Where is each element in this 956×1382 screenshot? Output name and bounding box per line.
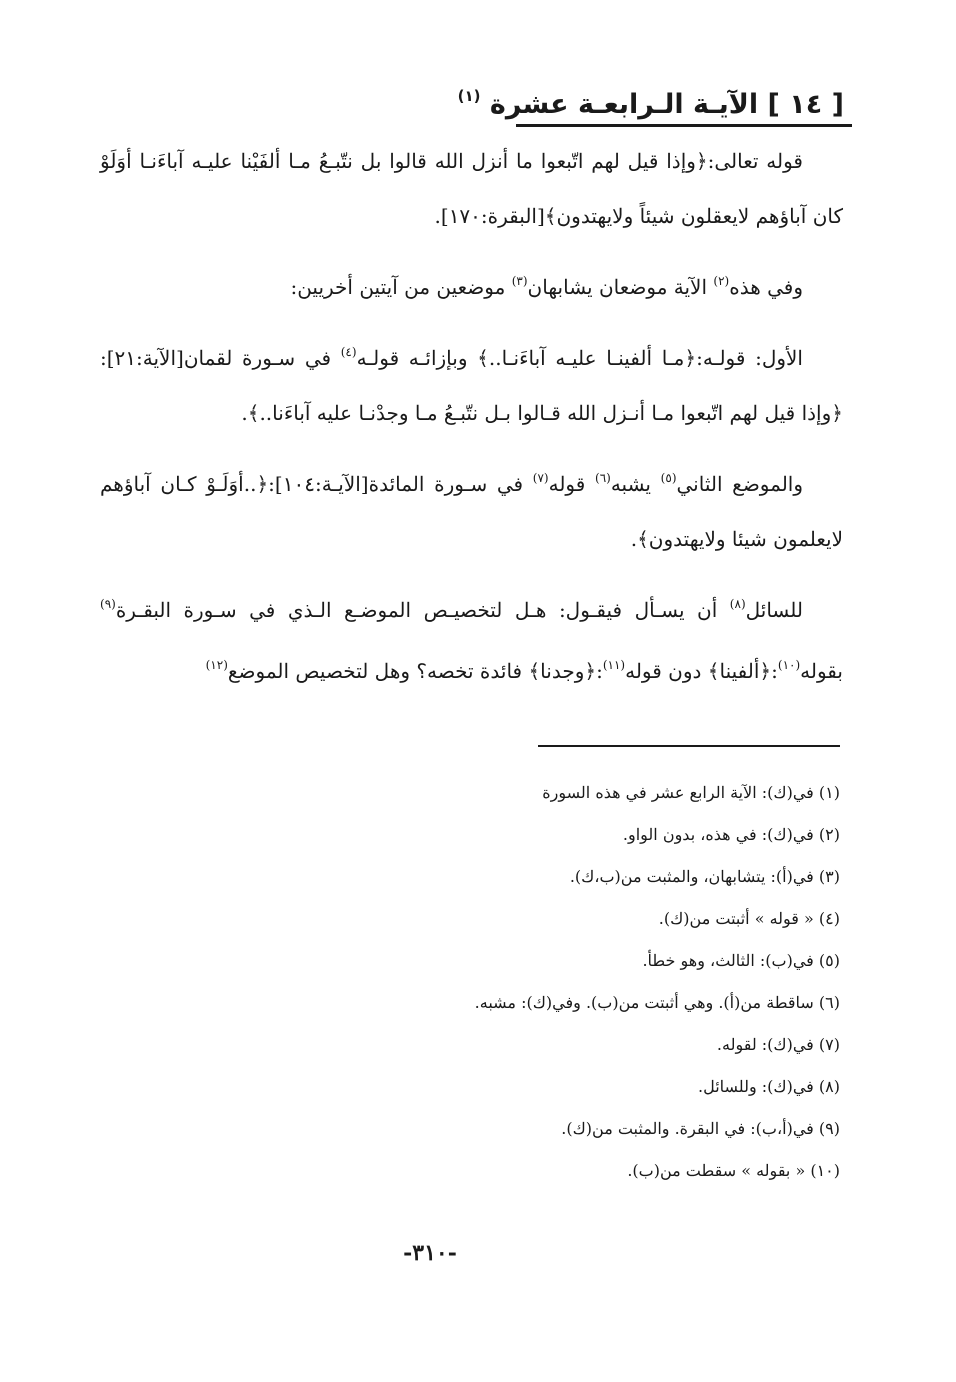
footnote-item: (٥) في(ب): الثالث، وهو خطأ. bbox=[642, 951, 840, 970]
paragraph-text: في سـورة لقمان[الآية:٢١]:﴿وإذا قيل لهم اتّبعوا مـا أنـزل الله قـالوا بـل نتّبـعُ مـا وجدْنـا عليه آباءَنا..﴾. bbox=[100, 346, 843, 425]
paragraph-text: بقوله bbox=[800, 659, 843, 683]
body-paragraph bbox=[100, 254, 843, 315]
paragraph-text: قوله bbox=[548, 472, 595, 496]
body-paragraph bbox=[100, 134, 843, 244]
footnote-item: (١) في(ك): الآية الرابع عشر في هذه السورة bbox=[542, 783, 840, 802]
section-heading-text: [ ١٤ ] الآيـة الـرابعـة عشرة bbox=[489, 89, 844, 120]
footnote-item: (٤) « قوله » أثبتت من(ك). bbox=[658, 909, 840, 928]
heading-footnote-ref: (١) bbox=[457, 87, 481, 105]
footnote-ref: (١٠) bbox=[777, 658, 801, 672]
paragraph-text: والموضع الثاني bbox=[676, 472, 804, 496]
footnote-item: (٨) في(ك): وللسائل. bbox=[697, 1077, 840, 1096]
paragraph-text: الآية موضعان يشابهان bbox=[527, 275, 714, 299]
footnote-item: (٢) في(ك): في هذه، بدون الواو. bbox=[622, 825, 840, 844]
footnote-ref: (٥) bbox=[660, 471, 677, 485]
footnote-ref: (٣) bbox=[511, 274, 528, 288]
footnote-separator bbox=[538, 745, 840, 747]
paragraph-text: :﴿ألفينا﴾ دون قوله bbox=[625, 659, 778, 683]
footnote-item: (٣) في(أ): يتشابهان، والمثبت من(ب،ك). bbox=[569, 867, 840, 886]
footnotes-list bbox=[140, 772, 840, 1192]
paragraph-text: قوله تعالى:﴿وإذا قيل لهم اتّبعوا ما أنزل الله قالوا بل نتّبـعُ مـا ألفَيْنا عليـه آباءَنـا أوَلَوْ كان آباؤهم لايعقلون شيئاً ولايهتدون﴾[البقرة:١٧٠]. bbox=[100, 149, 843, 228]
section-heading bbox=[458, 76, 844, 125]
footnote-ref: (٢) bbox=[713, 274, 730, 288]
footnote-ref: (٨) bbox=[729, 597, 746, 611]
footnote-item: (٧) في(ك): لقوله. bbox=[716, 1035, 840, 1054]
paragraph-text: :﴿وجدنا﴾ فائدة تخصه؟ وهل لتخصيص الموضع bbox=[227, 659, 603, 683]
footnote-ref: (٧) bbox=[532, 471, 549, 485]
body-paragraph bbox=[100, 577, 843, 699]
footnote-ref: (١٢) bbox=[205, 658, 228, 672]
footnote-item: (١٠) « بقوله » سقطت من(ب). bbox=[627, 1161, 840, 1180]
paragraph-text: في سـورة المائدة[الآيـة:١٠٤]:﴿..أوَلَـوْ كـان آباؤهم لايعلمون شيئا ولايهتدون﴾. bbox=[100, 472, 843, 551]
footnote-ref: (٦) bbox=[595, 471, 611, 485]
footnote-ref: (٤) bbox=[340, 345, 357, 359]
paragraph-text: أن يسـأل فيقـول: هـل لتخصيـص الموضـع الـذي في سـورة البقـرة bbox=[115, 598, 730, 622]
page-number: -٣١٠- bbox=[403, 1240, 457, 1266]
footnote-item: (٦) ساقطة من(أ). وهي أثبتت من(ب). وفي(ك): مشبه. bbox=[474, 993, 840, 1012]
paragraph-text: يشبه bbox=[610, 472, 661, 496]
body-text bbox=[100, 134, 843, 709]
paragraph-text: وفي هذه bbox=[729, 275, 803, 299]
heading-underline bbox=[516, 124, 852, 127]
footnote-item: (٩) في(أ،ب): في البقرة. والمثبت من(ك). bbox=[561, 1119, 840, 1138]
body-paragraph bbox=[100, 451, 843, 567]
paragraph-text: موضعين من آيتين أخريين: bbox=[290, 275, 512, 299]
footnote-ref: (١١) bbox=[602, 658, 626, 672]
body-paragraph bbox=[100, 325, 843, 441]
footnote-ref: (٩) bbox=[100, 597, 116, 611]
paragraph-text: للسائل bbox=[745, 598, 803, 622]
paragraph-text: الأول: قولـه:﴿مـا ألفينـا عليـه آباءَنـا..﴾ وبإزائـه قولـه bbox=[356, 346, 803, 370]
